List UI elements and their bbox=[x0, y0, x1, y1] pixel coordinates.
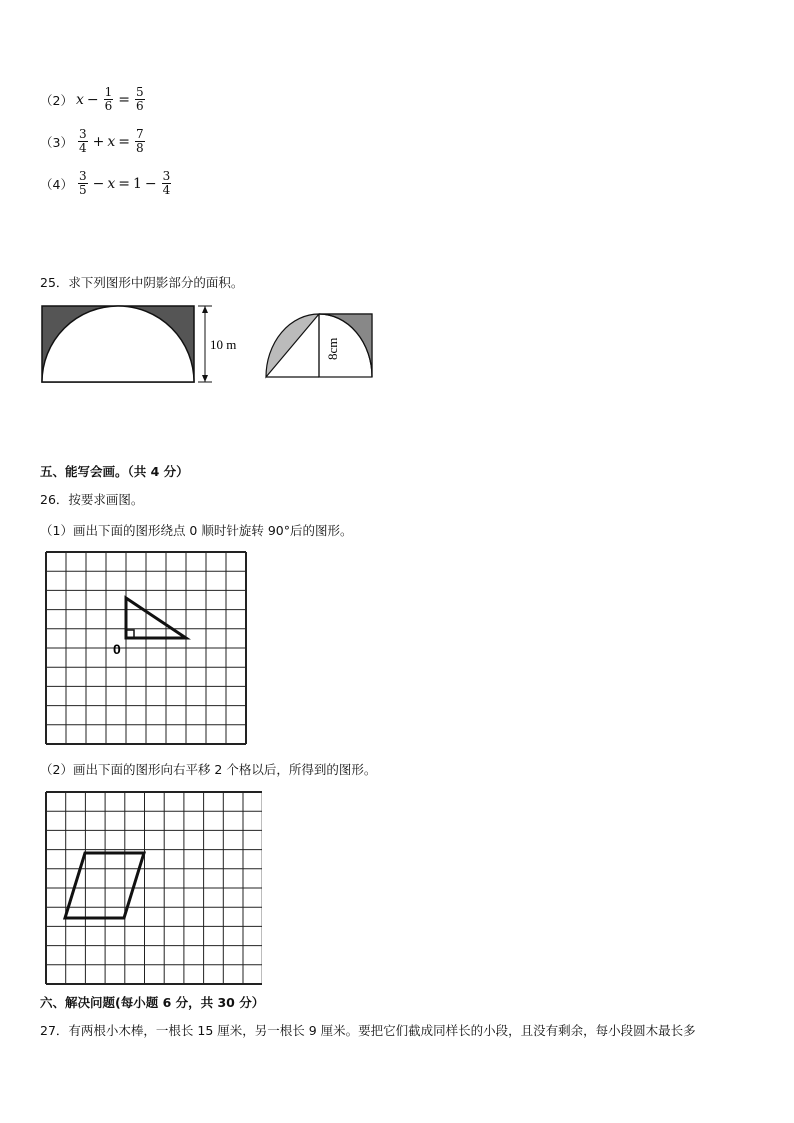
equation-label: （4） bbox=[40, 176, 73, 192]
grid-2 bbox=[44, 790, 262, 986]
point-o-label: 0 bbox=[113, 641, 121, 657]
variable-x: x bbox=[107, 175, 116, 192]
right-triangle bbox=[126, 598, 186, 638]
numerator: 5 bbox=[135, 85, 144, 99]
fraction bbox=[135, 128, 145, 155]
denominator: 8 bbox=[135, 141, 144, 155]
question-25-text: 25．求下列图形中阴影部分的面积。 bbox=[40, 275, 244, 290]
variable-x: x bbox=[75, 91, 84, 108]
equation-3 bbox=[40, 128, 147, 155]
fraction bbox=[104, 86, 114, 113]
side-label: 8cm bbox=[325, 337, 340, 360]
operator: − bbox=[92, 175, 105, 192]
operator: − bbox=[144, 175, 157, 192]
numerator: 3 bbox=[78, 169, 87, 183]
fraction bbox=[135, 86, 145, 113]
grid-lines bbox=[46, 792, 262, 984]
denominator: 4 bbox=[78, 141, 87, 155]
question-27-text: 27．有两根小木棒，一根长 15 厘米，另一根长 9 厘米。要把它们截成同样长的小段，且没有剩余，每小段圆木最长多 bbox=[40, 1023, 696, 1038]
grid-lines bbox=[46, 552, 246, 744]
denominator: 6 bbox=[135, 99, 144, 113]
operator: + bbox=[92, 133, 105, 150]
numerator: 7 bbox=[135, 127, 144, 141]
equation-label: （3） bbox=[40, 134, 73, 150]
denominator: 6 bbox=[104, 99, 113, 113]
arrow-head bbox=[202, 306, 208, 313]
section-6-title: 六、解决问题(每小题 6 分，共 30 分） bbox=[40, 995, 265, 1010]
question-26-text: 26．按要求画图。 bbox=[40, 492, 144, 507]
dimension-label: 10 m bbox=[210, 337, 237, 352]
shaded-segment-left bbox=[266, 314, 319, 377]
figure-rectangle-semicircle bbox=[40, 304, 240, 386]
arrow-head bbox=[202, 375, 208, 382]
grid-1 bbox=[44, 550, 252, 748]
parallelogram bbox=[65, 853, 144, 918]
question-26-sub1: （1）画出下面的图形绕点 0 顺时针旋转 90°后的图形。 bbox=[40, 523, 353, 538]
numerator: 1 bbox=[104, 85, 113, 99]
fraction bbox=[162, 170, 172, 197]
question-26-sub2: （2）画出下面的图形向右平移 2 个格以后，所得到的图形。 bbox=[40, 762, 377, 777]
numerator: 3 bbox=[78, 127, 87, 141]
fraction bbox=[78, 128, 88, 155]
operator: − bbox=[86, 91, 99, 108]
equals-sign: = bbox=[118, 175, 130, 192]
denominator: 4 bbox=[162, 183, 171, 197]
figure-quarter-circles bbox=[264, 312, 376, 380]
equals-sign: = bbox=[118, 91, 130, 108]
equation-label: （2） bbox=[40, 92, 73, 108]
equation-2 bbox=[40, 86, 147, 113]
equals-sign: = bbox=[118, 133, 130, 150]
variable-x: x bbox=[107, 133, 116, 150]
equation-4 bbox=[40, 170, 173, 197]
fraction bbox=[78, 170, 88, 197]
numerator: 3 bbox=[162, 169, 171, 183]
denominator: 5 bbox=[78, 183, 87, 197]
section-5-title: 五、能写会画。（共 4 分） bbox=[40, 464, 189, 479]
number: 1 bbox=[132, 175, 142, 192]
